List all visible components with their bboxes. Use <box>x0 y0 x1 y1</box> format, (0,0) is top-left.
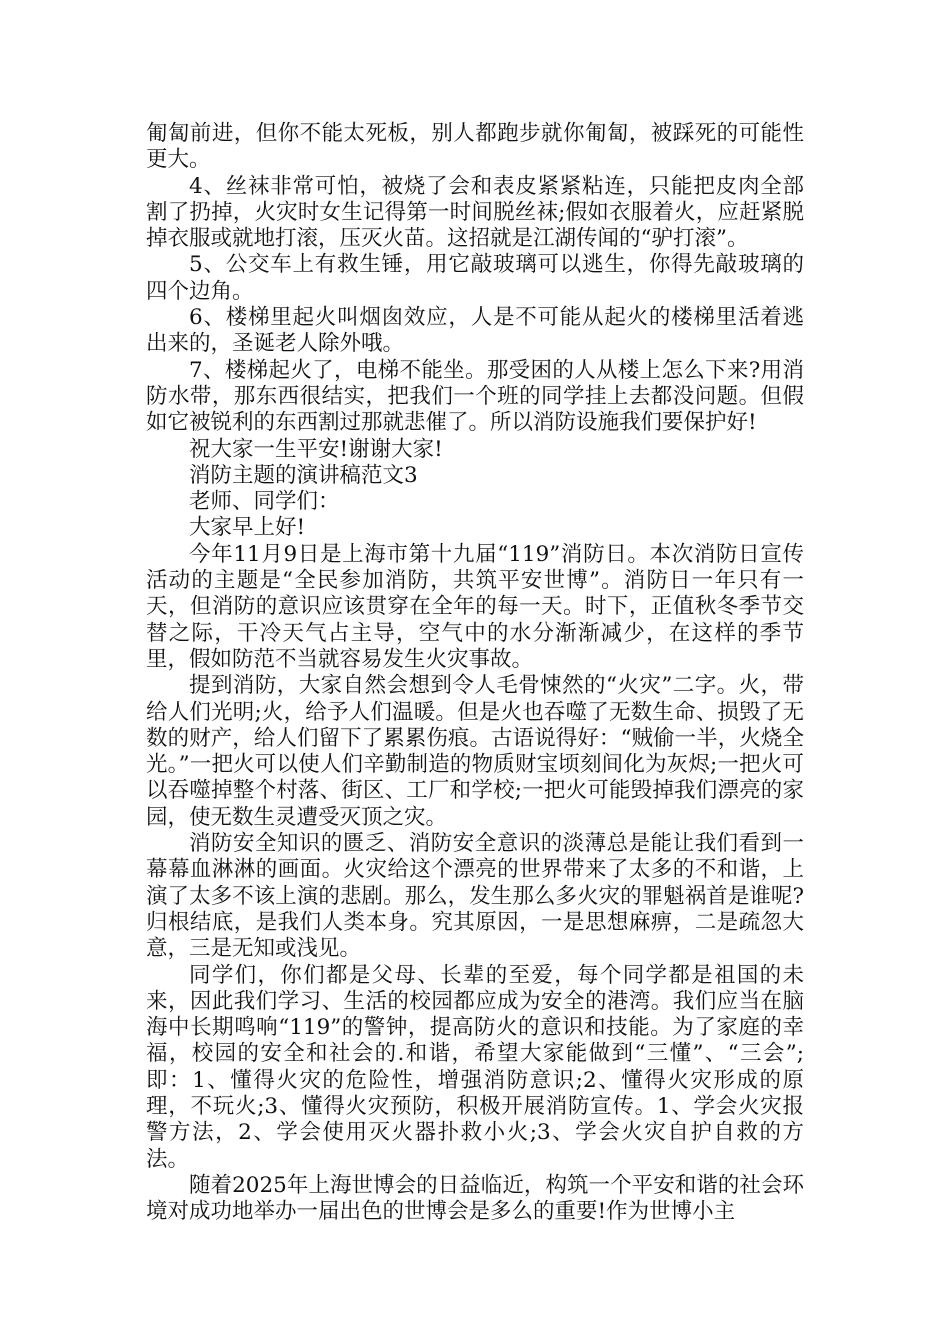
paragraph-10: 今年11月9日是上海市第十九届“119”消防日。本次消防日宣传活动的主题是“全民参加消防，共筑平安世博”。消防日一年只有一天，但消防的意识应该贯穿在全年的每一天。时下，正值秋冬季节交替之际，干冷天气占主导，空气中的水分渐渐减少，在这样的季节里，假如防范不当就容易发生火灾事故。 <box>146 541 804 672</box>
salutation: 老师、同学们： <box>189 489 340 515</box>
document-page <box>146 121 804 1225</box>
paragraph-1: 匍匐前进，但你不能太死板，别人都跑步就你匍匐，被踩死的可能性更大。 <box>146 121 804 173</box>
paragraph-4: 6、楼梯里起火叫烟囱效应，人是不可能从起火的楼梯里活着逃出来的，圣诞老人除外哦。 <box>146 305 804 357</box>
greeting: 大家早上好! <box>189 515 306 541</box>
paragraph-2: 4、丝袜非常可怕，被烧了会和表皮紧紧粘连，只能把皮肉全部割了扔掉，火灾时女生记得第一时间脱丝袜;假如衣服着火，应赶紧脱掉衣服或就地打滚，压灭火苗。这招就是江湖传闻的“驴打滚”。 <box>146 173 804 252</box>
paragraph-13: 同学们，你们都是父母、长辈的至爱，每个同学都是祖国的未来，因此我们学习、生活的校园都应成为安全的港湾。我们应当在脑海中长期鸣响“119”的警钟，提高防火的意识和技能。为了家庭的幸福，校园的安全和社会的.和谐，希望大家能做到“三懂”、“三会”;即：1、懂得火灾的危险性，增强消防意识;2、懂得火灾形成的原理，不玩火;3、懂得火灾预防，积极开展消防宣传。1、学会火灾报警方法，2、学会使用灭火器扑救小火;3、学会火灾自护自救的方法。 <box>146 962 804 1172</box>
paragraph-5: 7、楼梯起火了，电梯不能坐。那受困的人从楼上怎么下来?用消防水带，那东西很结实，把我们一个班的同学挂上去都没问题。但假如它被锐利的东西割过那就悲催了。所以消防设施我们要保护好! <box>146 357 804 436</box>
paragraph-12: 消防安全知识的匮乏、消防安全意识的淡薄总是能让我们看到一幕幕血淋淋的画面。火灾给这个漂亮的世界带来了太多的不和谐，上演了太多不该上演的悲剧。那么，发生那么多火灾的罪魁祸首是谁呢?归根结底，是我们人类本身。究其原因，一是思想麻痹，二是疏忽大意，三是无知或浅见。 <box>146 831 804 962</box>
section-title: 消防主题的演讲稿范文3 <box>189 462 418 488</box>
paragraph-11: 提到消防，大家自然会想到令人毛骨悚然的“火灾”二字。火，带给人们光明;火，给予人们温暖。但是火也吞噬了无数生命、损毁了无数的财产，给人们留下了累累伤痕。古语说得好：“贼偷一半，火烧全光。”一把火可以使人们辛勤制造的物质财宝顷刻间化为灰烬;一把火可以吞噬掉整个村落、街区、工厂和学校;一把火可能毁掉我们漂亮的家园，使无数生灵遭受灭顶之灾。 <box>146 673 804 830</box>
paragraph-3: 5、公交车上有救生锤，用它敲玻璃可以逃生，你得先敲玻璃的四个边角。 <box>146 252 804 304</box>
closing-line: 祝大家一生平安!谢谢大家! <box>189 436 443 462</box>
paragraph-14: 随着2025年上海世博会的日益临近，构筑一个平安和谐的社会环境对成功地举办一届出色的世博会是多么的重要!作为世博小主 <box>146 1172 804 1225</box>
